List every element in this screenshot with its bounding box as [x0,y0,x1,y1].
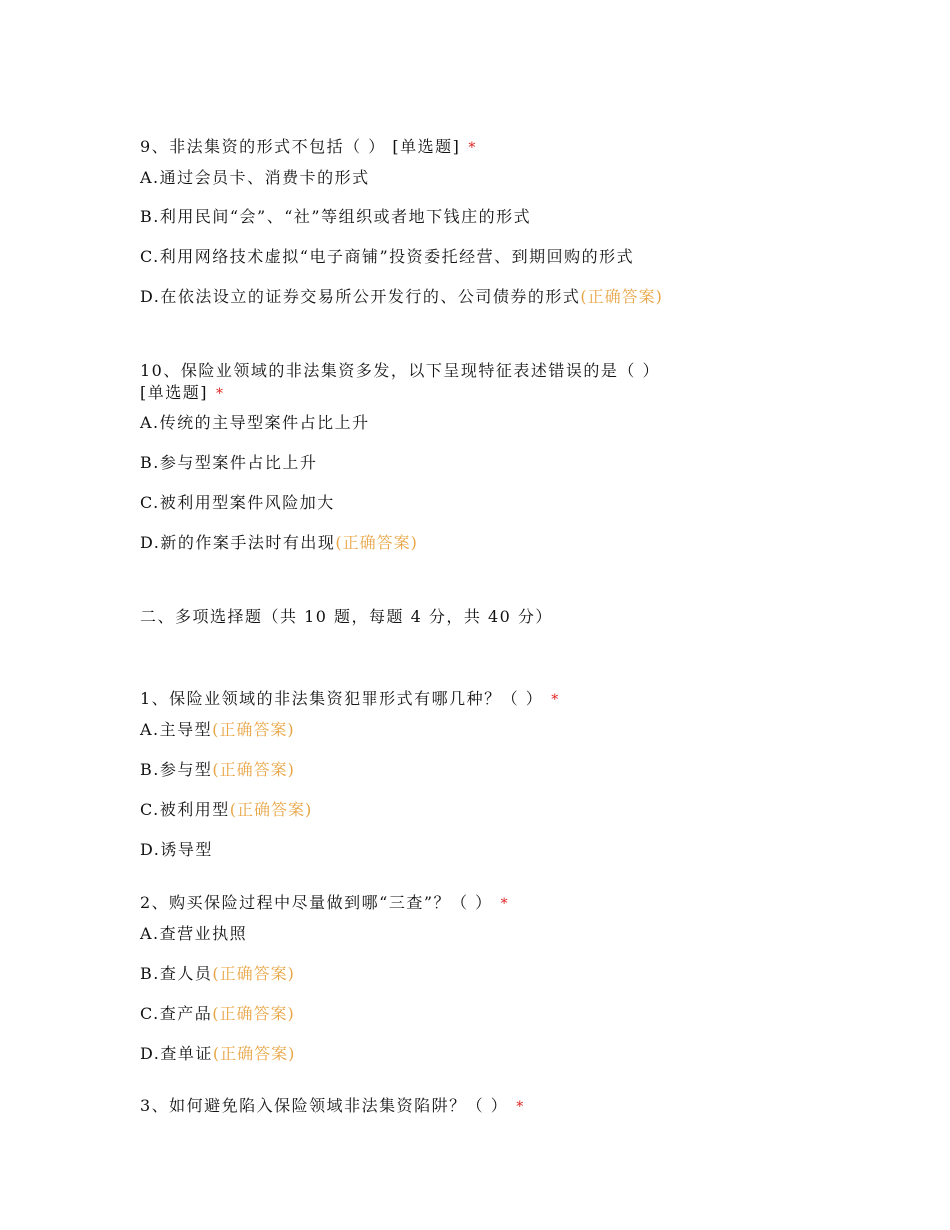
required-mark: * [468,140,477,156]
q9-option-b [140,207,531,227]
option-text: C.查产品 [140,1004,213,1023]
section-title: 二、多项选择题（共 10 题，每题 4 分，共 40 分） [140,607,553,626]
option-text: A.通过会员卡、消费卡的形式 [140,168,370,187]
question-text: 3、如何避免陷入保险领域非法集资陷阱？（ ） [140,1096,509,1115]
option-text: B.参与型 [140,760,213,779]
required-mark: * [500,896,510,912]
q9-option-d [140,287,663,307]
m2-option-b [140,964,295,984]
correct-answer-label: (正确答案) [212,1044,296,1063]
m2-option-d [140,1044,295,1064]
option-text: D.查单证 [140,1044,213,1063]
m1-option-b [140,760,295,780]
question-text: 2、购买保险过程中尽量做到哪“三查”？（ ） [140,893,493,912]
correct-answer-label: (正确答案) [212,1004,295,1023]
q9-option-c [140,247,634,267]
option-text: C.利用网络技术虚拟“电子商铺”投资委托经营、到期回购的形式 [140,247,635,266]
question-type: [单选题] [140,383,208,402]
q10-option-b [140,453,317,473]
option-text: B.参与型案件占比上升 [140,453,318,472]
option-text: B.利用民间“会”、“社”等组织或者地下钱庄的形式 [140,207,532,226]
multi-question-1-title [140,689,560,710]
correct-answer-label: (正确答案) [335,533,418,552]
correct-answer-label: (正确答案) [212,964,295,983]
option-text: C.被利用型 [140,800,230,819]
option-text: D.诱导型 [140,840,213,859]
q10-option-d [140,533,418,553]
question-text: 9、非法集资的形式不包括（ ） [单选题] [140,137,461,156]
question-text: 1、保险业领域的非法集资犯罪形式有哪几种？（ ） [140,689,544,708]
correct-answer-label: (正确答案) [212,720,295,739]
option-text: B.查人员 [140,964,213,983]
question-10-title-line1 [140,361,660,381]
multi-question-2-title [140,893,509,914]
q9-option-a [140,168,370,188]
required-mark: * [551,692,560,708]
option-text: C.被利用型案件风险加大 [140,493,335,512]
m1-option-d [140,840,213,860]
m2-option-c [140,1004,295,1024]
multi-question-3-title [140,1096,525,1117]
q10-option-a [140,413,370,433]
option-text: A.查营业执照 [140,924,248,943]
correct-answer-label: (正确答案) [229,800,313,819]
correct-answer-label: (正确答案) [212,760,295,779]
question-text: 10、保险业领域的非法集资多发，以下呈现特征表述错误的是（ ） [140,361,660,380]
question-9-title [140,137,477,158]
m2-option-a [140,924,247,944]
correct-answer-label: (正确答案) [580,287,663,306]
m1-option-a [140,720,295,740]
option-text: D.新的作案手法时有出现 [140,533,336,552]
option-text: A.主导型 [140,720,213,739]
option-text: D.在依法设立的证券交易所公开发行的、公司债券的形式 [140,287,581,306]
question-10-title-line2 [140,383,225,404]
q10-option-c [140,493,335,513]
section-2-title [140,607,553,627]
required-mark: * [216,386,225,402]
option-text: A.传统的主导型案件占比上升 [140,413,370,432]
m1-option-c [140,800,312,820]
required-mark: * [516,1099,525,1115]
